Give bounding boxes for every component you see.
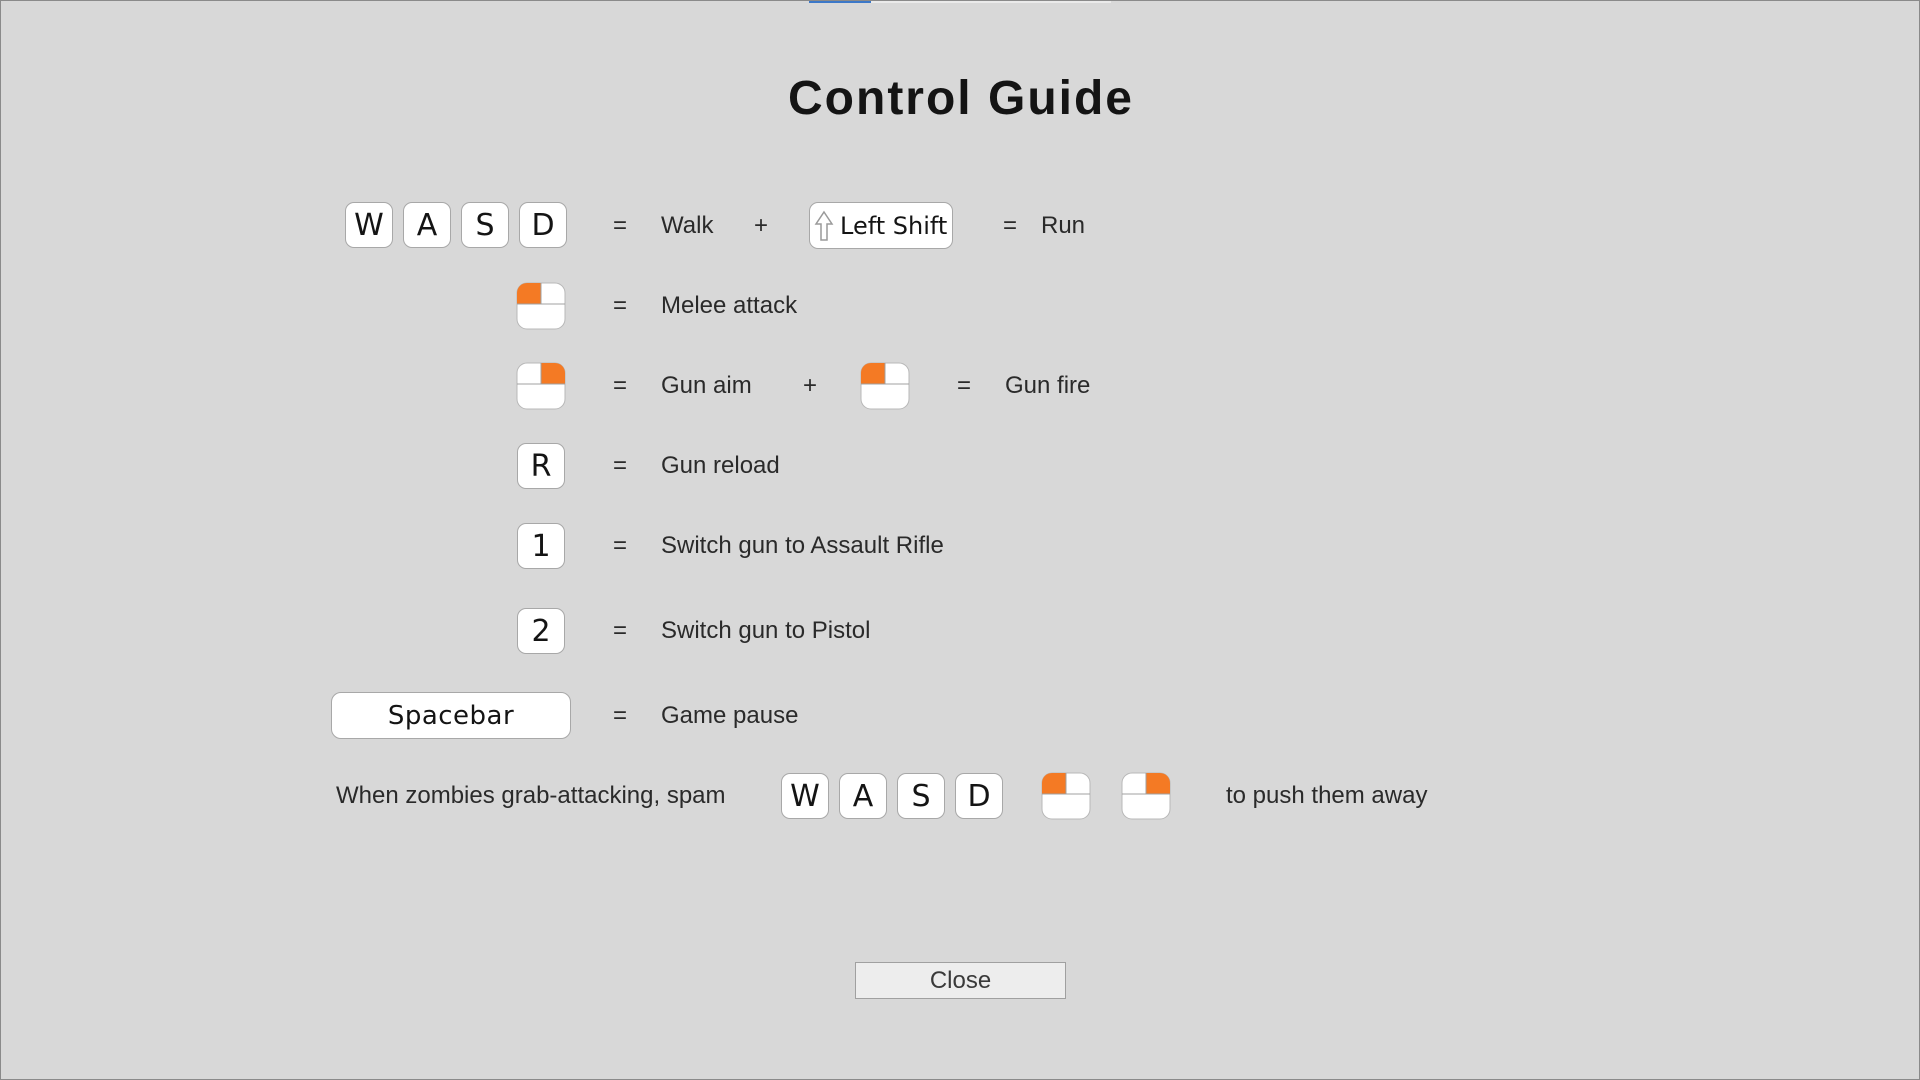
- action-melee-attack: Melee attack: [661, 292, 798, 319]
- action-gun-aim: Gun aim: [661, 372, 752, 399]
- page-title: Control Guide: [788, 72, 1134, 125]
- key-2: 2: [517, 608, 565, 654]
- key-d: D: [519, 202, 567, 248]
- close-button[interactable]: Close: [855, 962, 1066, 999]
- key-r: R: [517, 443, 565, 489]
- equals-sign: =: [613, 292, 628, 319]
- equals-sign: =: [613, 452, 628, 479]
- key-s: S: [461, 202, 509, 248]
- top-indicator: [809, 1, 871, 3]
- action-walk: Walk: [661, 212, 714, 239]
- equals-sign: =: [957, 372, 972, 399]
- key-w: W: [345, 202, 393, 248]
- action-gun-fire: Gun fire: [1005, 372, 1091, 399]
- action-switch-pistol: Switch gun to Pistol: [661, 617, 871, 644]
- tip-suffix: to push them away: [1226, 782, 1428, 809]
- equals-sign: =: [613, 617, 628, 644]
- key-spacebar: Spacebar: [331, 692, 571, 739]
- action-switch-rifle: Switch gun to Assault Rifle: [661, 532, 944, 559]
- key-w: W: [781, 773, 829, 819]
- mouse-left-click-icon: [516, 282, 566, 330]
- key-s: S: [897, 773, 945, 819]
- action-game-pause: Game pause: [661, 702, 799, 729]
- mouse-left-click-icon: [860, 362, 910, 410]
- equals-sign: =: [613, 372, 628, 399]
- mouse-left-click-icon: [1041, 772, 1091, 820]
- key-left-shift-label: Left Shift: [840, 211, 948, 240]
- mouse-right-click-icon: [516, 362, 566, 410]
- key-a: A: [839, 773, 887, 819]
- key-d: D: [955, 773, 1003, 819]
- top-indicator-track: [871, 1, 1111, 3]
- equals-sign: =: [613, 212, 628, 239]
- up-arrow-icon: [814, 210, 834, 242]
- key-a: A: [403, 202, 451, 248]
- action-run: Run: [1041, 212, 1086, 239]
- tip-prefix: When zombies grab-attacking, spam: [336, 782, 726, 809]
- action-gun-reload: Gun reload: [661, 452, 780, 479]
- equals-sign: =: [613, 702, 628, 729]
- equals-sign: =: [613, 532, 628, 559]
- plus-sign: +: [754, 212, 769, 239]
- plus-sign: +: [803, 372, 818, 399]
- key-left-shift: [809, 202, 953, 249]
- key-1: 1: [517, 523, 565, 569]
- mouse-right-click-icon: [1121, 772, 1171, 820]
- equals-sign: =: [1003, 212, 1018, 239]
